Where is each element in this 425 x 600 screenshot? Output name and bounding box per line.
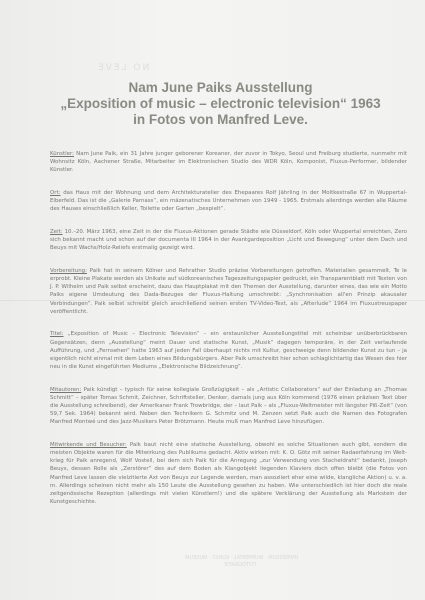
body-text <box>50 150 407 521</box>
section-mitwirkende <box>50 441 407 506</box>
title-line-1: Nam June Paiks Ausstellung <box>128 80 313 95</box>
section-label: Ort: <box>50 189 61 196</box>
section-kuenstler <box>50 150 407 174</box>
show-through-text-bottom: IMPRESSUM · WUPPERTAL · KUNST · MUSEUM · FOTOGRAFIE <box>181 555 299 568</box>
document-title <box>28 80 413 128</box>
section-label: Zeit: <box>50 228 63 235</box>
section-label: Vorbereitung: <box>50 267 87 274</box>
section-text: das Haus mit der Wohnung und dem Architekturatelier des Ehepaares Rolf Jährling in der Moltkestraße 67 in Wuppertal-Elberfeld. Das ist die „Galerie Parnass“, ein mäzenatisches Unternehmen von 1949 - 1965. Erstmals allerdings werden alle Räume des Hauses einschließlich Keller, Toilette oder Garten „bespielt“. <box>50 189 407 213</box>
title-line-3: in Fotos von Manfred Leve. <box>133 112 308 127</box>
section-label: Titel: <box>50 331 64 338</box>
title-line-2: „Exposition of music – electronic television“ 1963 <box>60 96 381 111</box>
section-ort <box>50 189 407 213</box>
section-titel <box>50 330 407 371</box>
show-through-text: NO LEVE <box>96 63 150 73</box>
section-text: „Exposition of Music – Electronic Television“ – ein erstaunlicher Ausstellungstitel mit scheinbar unüberbrückbaren Gegensätzen, denn „Ausstellung“ meint Dauer und statische Kunst, „Musik“ dagegen temporäre, in der Zeit verlaufende Aufführung, und „Fernsehen“ hatte 1963 auf jeden Fall überhaupt nichts mit Kultur, geschweige denn bildender Kunst zu tun – ja eigentlich nicht einmal mit dem Leben eines Bildungsbürgers. Aber Paik umschreibt hier schon schlaglichtartig das Wesen des hier neu in die Kunst eingeführten Mediums „Elektronische Bildzeichnung“. <box>50 331 407 370</box>
section-text: 10.–20. März 1963, eine Zeit in der die Fluxus-Aktionen gerade Städte wie Düsseldorf, Köln oder Wuppertal erreichten, Zero sich bekannt macht und schon auf der documenta III 1964 in der Avantgardeposition „Licht und Bewegung“ unter dem Dach und Beuys mit Wachs/Holz-Reliefs erstmalig gezeigt wird. <box>50 228 407 252</box>
section-label: Mitwirkende und Besucher: <box>50 441 127 448</box>
section-mitautoren <box>50 386 407 427</box>
section-label: Mitautoren: <box>50 386 82 393</box>
section-vorbereitung <box>50 267 407 316</box>
section-label: Künstler: <box>50 151 74 157</box>
section-text: Nam June Paik, ein 31 Jahre junger geborener Koreaner, der zuvor in Tokyo, Seoul und Freiburg studierte, nunmehr mit Wohnsitz Köln, Aachener Straße, Mitarbeiter im Elektronischen Studio des WDR Köln, Komponist, Fluxus-Performer, bildender Künstler. <box>50 151 407 174</box>
section-zeit <box>50 228 407 252</box>
section-text: Paik baut nicht eine statische Ausstellung, obwohl es solche Situationen auch gibt, sondern die meisten Objekte waren für die Mitwirkung des Publikums gedacht. Aktiv wirken mit: K. O. Götz mit seiner Radaerfahrung im Weltkrieg für Paik anregend, Wolf Vostell, bei dem sich Paik für die Anregung „zur Verwendung von Stacheldraht“ bedankt, Joseph Beuys, dessen Rolle als „Zerstörer“ des auf dem Boden als Klangobjekt liegenden Klaviers doch offen bleibt (die Fotos von Manfred Leve lassen die vielzitierte Axt von Beuys zur Legende werden, man assoziiert eher eine wilde, klangliche Aktion) u. v. a. m. Allerdings scheinen nicht mehr als 150 Leute die Ausstellung gesehen zu haben. Wie unterschiedlich ist hier doch die reale zeitgenössische Rezeption (allerdings mit vielen Künstlern!) und die spätere Verklärung der Ausstellung als Markstein der Kunstgeschichte. <box>50 441 408 505</box>
section-text: Paik kündigt – typisch für seine kollegiale Großzügigkeit – als „Artistic Collaborators“ auf der Einladung an „Thomas Schmitt“ – später Tomas Schmit, Zeichner, Schriftsteller, Denker, damals jung aus Köln kommend (1976 einen präzisen Text über die Ausstellung schreibend), der Amerikaner Frank Trowbridge, der – laut Paik – als „Fluxus-Weltmeister mit längster Piß-Zeit“ (von 59,7 Sek. 1964) bekannt wird. Neben den Technikern G. Schmitz und M. Zenzen setzt Paik auch die Namen des Fotografen Manfred Montwé und des Jazz-Musikers Peter Brötzmann. Heute muß man Manfred Leve hinzufügen. <box>50 386 407 426</box>
section-text: Paik hat in seinem Kölner und Rehrather Studio präzise Vorbereitungen getroffen. Materialien gesammelt, Te le erprobt. Kleine Plakate werden als Unikate auf südkoreanisches Tageszeitungspapier gedruckt, ein Transparentblatt mit Texten von J. P. Wilhelm und Paik selbst erscheint, dazu das Hauptplakat mit den Themen der Ausstellung, darunter eines, das wie ein Motto Paiks eigene Umdeutung des Dada-Bezuges der Fluxus-Haltung umschreibt: „Synchronisation all'en Prinzip akausaler Verbindungen“. Paik selbst schreibt gleich anschließend seinen ersten TV-Video-Text, als „Afterlude“ 1964 im Fluxustreuspaper veröffentlicht. <box>50 267 407 315</box>
